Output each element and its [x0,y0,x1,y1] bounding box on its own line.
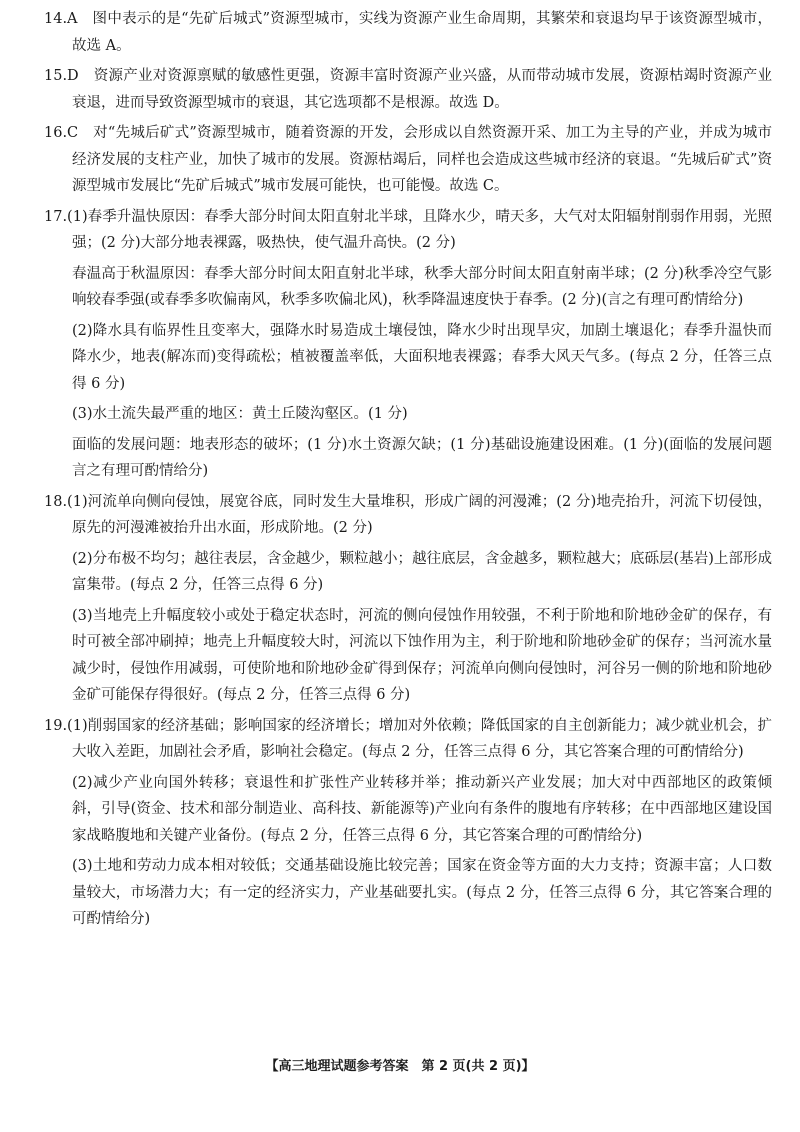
answer-list [44,6,772,933]
answer-17-part-3-problems: 面临的发展问题：地表形态的破坏；(1 分)水土资源欠缺；(1 分)基础设施建设困难。(1 分)(面临的发展问题言之有理可酌情给分) [72,436,772,479]
answer-15: 15.D 资源产业对资源禀赋的敏感性更强，资源丰富时资源产业兴盛，从而带动城市发展，资源枯竭时资源产业衰退，进而导致资源型城市的衰退，其它选项都不是根源。故选 D。 [44,68,772,111]
answer-14: 14.A 图中表示的是“先矿后城式”资源型城市，实线为资源产业生命周期，其繁荣和衰退均早于该资源型城市，故选 A。 [44,11,772,54]
answer-19-part-3: (3)土地和劳动力成本相对较低；交通基础设施比较完善；国家在资金等方面的大力支持；资源丰富；人口数量较大，市场潜力大；有一定的经济实力，产业基础要扎实。(每点 2 分，任答三点得 6 分，其它答案合理的可酌情给分) [72,858,772,927]
answer-19-part-1: 19.(1)削弱国家的经济基础；影响国家的经济增长；增加对外依赖；降低国家的自主创新能力；减少就业机会，扩大收入差距，加剧社会矛盾，影响社会稳定。(每点 2 分，任答三点得 6 分，其它答案合理的可酌情给分) [44,717,772,760]
answer-17-part-1: 17.(1)春季升温快原因：春季大部分时间太阳直射北半球，且降水少，晴天多，大气对太阳辐射削弱作用弱，光照强；(2 分)大部分地表裸露，吸热快，使气温升高快。(2 分) [44,208,772,251]
answer-19-part-2: (2)减少产业向国外转移；衰退性和扩张性产业转移并举；推动新兴产业发展；加大对中西部地区的政策倾斜，引导(资金、技术和部分制造业、高科技、新能源等)产业向有条件的腹地有序转移；在中西部地区建设国家战略腹地和关键产业备份。(每点 2 分，任答三点得 6 分，其它答案合理的可酌情给分) [72,774,772,844]
answer-18-part-2: (2)分布极不均匀；越往表层，含金越少，颗粒越小；越往底层，含金越多，颗粒越大；底砾层(基岩)上部形成富集带。(每点 2 分，任答三点得 6 分) [72,550,772,593]
answer-16: 16.C 对“先城后矿式”资源型城市，随着资源的开发，会形成以自然资源开采、加工为主导的产业，并成为城市经济发展的支柱产业，加快了城市的发展。资源枯竭后，同样也会造成这些城市经济的衰退。“先城后矿式”资源型城市发展比“先矿后城式”城市发展可能快，也可能慢。故选 C。 [44,125,772,194]
answer-17-part-3: (3)水土流失最严重的地区：黄土丘陵沟壑区。(1 分) [72,406,408,422]
answer-17-part-1-reason: 春温高于秋温原因：春季大部分时间太阳直射北半球，秋季大部分时间太阳直射南半球；(2 分)秋季冷空气影响较春季强(或春季多吹偏南风，秋季多吹偏北风)，秋季降温速度快于春季。(2 分)(言之有理可酌情给分) [72,265,772,308]
answer-18-part-1: 18.(1)河流单向侧向侵蚀，展宽谷底，同时发生大量堆积，形成广阔的河漫滩；(2 分)地壳抬升，河流下切侵蚀，原先的河漫滩被抬升出水面，形成阶地。(2 分) [44,493,772,536]
answer-18-part-3: (3)当地壳上升幅度较小或处于稳定状态时，河流的侧向侵蚀作用较强，不利于阶地和阶地砂金矿的保存，有时可被全部冲刷掉；地壳上升幅度较大时，河流以下蚀作用为主，利于阶地和阶地砂金矿的保存；当河流水量减少时，侵蚀作用减弱，可使阶地和阶地砂金矿得到保存；河流单向侧向侵蚀时，河谷另一侧的阶地和阶地砂金矿可能保存得很好。(每点 2 分，任答三点得 6 分) [72,607,772,703]
page-footer: 【高三地理试题参考答案 第 2 页(共 2 页)】 [265,1059,535,1074]
answer-17-part-2: (2)降水具有临界性且变率大，强降水时易造成土壤侵蚀，降水少时出现旱灾，加剧土壤退化；春季升温快而降水少，地表(解冻而)变得疏松；植被覆盖率低，大面积地表裸露；春季大风天气多。(每点 2 分，任答三点得 6 分) [72,322,772,392]
